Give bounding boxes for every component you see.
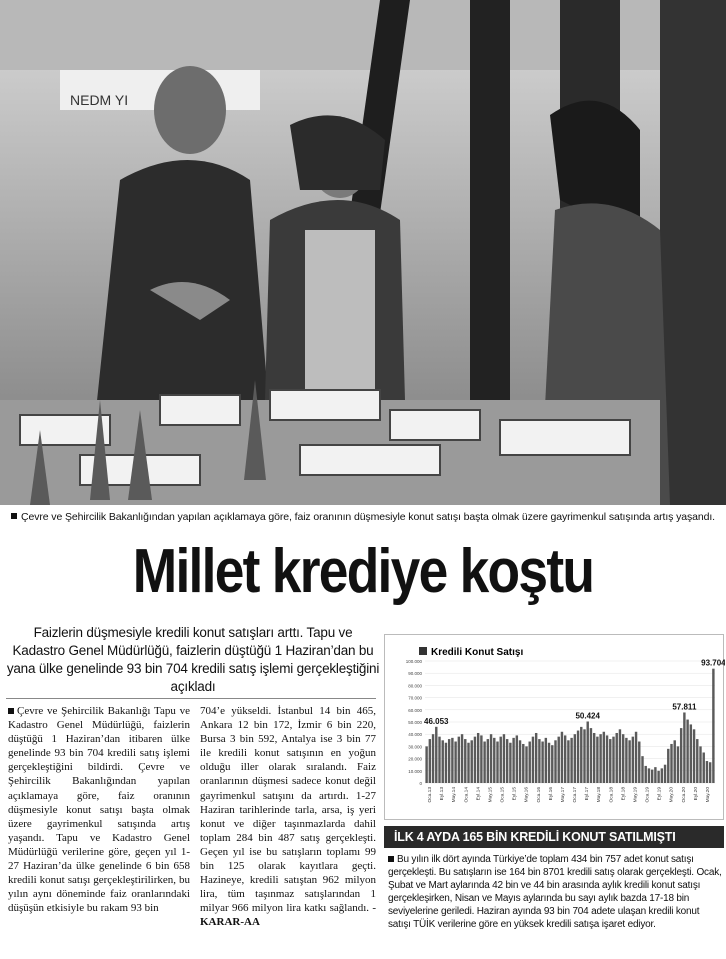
bar: [635, 732, 637, 783]
bar: [532, 737, 534, 783]
chart-title: Kredili Konut Satışı: [431, 647, 524, 658]
bar: [425, 746, 427, 783]
bar: [438, 737, 440, 783]
chart-svg: [385, 635, 725, 821]
bar: [677, 746, 679, 783]
bar: [503, 734, 505, 783]
x-tick-label: Eyl.16: [548, 787, 554, 801]
x-tick-label: May.14: [452, 787, 458, 803]
data-label: 57.811: [672, 702, 697, 712]
bar: [567, 740, 569, 783]
bar: [625, 738, 627, 783]
byline: KARAR-AA: [200, 916, 260, 929]
bar: [670, 744, 672, 783]
bar: [577, 731, 579, 783]
x-tick-label: Oca.20: [681, 787, 687, 803]
bar: [648, 768, 650, 783]
bar: [535, 733, 537, 783]
bar: [480, 735, 482, 783]
bar: [628, 740, 630, 783]
bar: [445, 743, 447, 783]
bar: [467, 743, 469, 783]
bar: [506, 739, 508, 783]
x-tick-label: May.20: [705, 787, 711, 803]
y-tick-label: 20.000: [408, 756, 422, 762]
bar: [548, 743, 550, 783]
x-tick-label: May.18: [597, 787, 603, 803]
bar: [461, 734, 463, 783]
photo-caption: [0, 507, 726, 529]
bar: [474, 737, 476, 783]
y-tick-label: 50.000: [408, 720, 422, 725]
y-tick-label: 0: [419, 781, 422, 786]
headline: Millet krediye koştu: [132, 537, 594, 606]
bar: [541, 742, 543, 783]
bar: [564, 735, 566, 783]
bar: [522, 744, 524, 783]
x-tick-label: May.19: [633, 787, 639, 803]
bar: [667, 749, 669, 783]
bar: [493, 738, 495, 783]
y-tick-label: 60.000: [408, 707, 422, 713]
x-tick-label: Eyl.19: [657, 787, 663, 801]
bar: [696, 739, 698, 783]
bar: [683, 712, 685, 783]
bar: [454, 742, 456, 783]
bar: [448, 739, 450, 783]
bar: [519, 740, 521, 783]
y-tick-label: 100.000: [405, 659, 422, 664]
bar: [509, 743, 511, 783]
x-tick-label: Oca.16: [536, 787, 542, 803]
bar: [703, 753, 705, 784]
sidebar-text: Bu yılın ilk dört ayında Türkiye’de toplam 434 bin 757 adet konut satışı gerçekleşti. Bu satışların ise 164 bin 8701 kredili satış olarak gerçekleşti. Ocak, Şubat ve Mart aylarında 42 bin ve 44 bin arasında aylık kredili konut satışı gerçekleşirken, Nisan ve Mayıs aylarında bu sayı aylık bazda 17-18 bin seviyelerine geriledi. Haziran ayında 93 bin 704 adete ulaşan kredili konut satışı TÜİK verilerine göre en yüksek kredili satışa işaret ediyor.: [388, 854, 722, 930]
bar: [525, 746, 527, 783]
y-tick-label: 40.000: [408, 732, 422, 738]
bar: [609, 739, 611, 783]
bar: [674, 740, 676, 783]
x-tick-label: Eyl.15: [512, 787, 518, 801]
bar: [606, 735, 608, 783]
bar: [699, 746, 701, 783]
bar: [645, 766, 647, 783]
bar: [706, 761, 708, 783]
bar: [619, 729, 621, 783]
data-label: 93.704: [701, 658, 725, 668]
bar: [538, 739, 540, 783]
bar: [435, 727, 437, 783]
bar: [612, 737, 614, 783]
bar: [641, 756, 643, 783]
bar: [483, 742, 485, 783]
x-tick-label: May.17: [560, 787, 566, 803]
bar: [554, 740, 556, 783]
bar: [432, 734, 434, 783]
y-tick-label: 80.000: [408, 683, 422, 689]
divider: [6, 698, 376, 699]
bullet-square-icon: [11, 513, 17, 519]
bullet-square-icon: [8, 708, 14, 714]
x-tick-label: Oca.13: [428, 787, 434, 803]
bar: [603, 732, 605, 783]
bar: [516, 735, 518, 783]
bar: [545, 738, 547, 783]
bar: [429, 739, 431, 783]
bar: [664, 765, 666, 783]
x-tick-label: May.20: [669, 787, 675, 803]
x-tick-label: Oca.18: [609, 787, 615, 803]
bar: [638, 742, 640, 783]
bar: [574, 734, 576, 783]
bar: [593, 733, 595, 783]
y-tick-label: 10.000: [408, 768, 422, 774]
bar: [512, 738, 514, 783]
body-column-2: 704’e yükseldi. İstanbul 14 bin 465, Ankara 12 bin 172, İzmir 6 bin 220, Bursa 3 bin 592, Antalya ise 3 bin 77 ile kredili konut satışının en yoğun olduğu iller olarak sıralandı. Faiz oranlarının düşmesi sadece konut değil gayrimenkul satışını da artırdı. 1-27 Haziran tarihlerinde tarla, arsa, iş yeri konut ve diğer taşınmazlarda dahil toplam 284 bin 487 satış gerçekleşti. Geçen yıl ise bu satışların toplamı 99 bin 125 olarak kayıtlara geçti. Hazineye, kredili satıştan 962 milyon lira, tüm taşınmaz satışlarından 1 milyar 966 milyon lira katkı sağlandı. -KARAR-AA: [200, 705, 376, 929]
bar: [500, 737, 502, 783]
bar: [464, 739, 466, 783]
y-tick-label: 30.000: [408, 744, 422, 750]
body-text-1: Çevre ve Şehircilik Bakanlığı Tapu ve Kadastro Genel Müdürlüğü, faizlerin düştüğü 1 Haziran’dan itibaren ülke genelinde 93 bin 704 kredili satış işlemi gerçekleştiğini bildirdi. Çevre ve Şehircilik Bakanlığından yapılan açıklamaya göre, faiz oranının düşmesiyle konut satışı başta olmak üzere gayrimenkul satışında artış yaşandı. Tapu ve Kadastro Genel Müdürlüğü verilerine göre, geçen yıl 1-27 Haziran’da ülke genelinde 6 bin 658 kredili konut satışı gerçekleştirilirken, bu yılın aynı döneminde faiz oranlarındaki düşüşün etkisiyle bu rakam 93 bin: [8, 705, 190, 915]
legend-swatch: [419, 647, 427, 655]
bar: [587, 721, 589, 783]
x-tick-label: May.16: [524, 787, 530, 803]
bar: [651, 770, 653, 783]
bar: [490, 734, 492, 783]
x-tick-label: Oca.19: [645, 787, 651, 803]
bullet-square-icon: [388, 856, 394, 862]
bar: [654, 767, 656, 783]
bar: [616, 733, 618, 783]
caption-text: Çevre ve Şehircilik Bakanlığından yapılan açıklamaya göre, faiz oranının düşmesiyle konut satışı başta olmak üzere gayrimenkul satışında artış yaşandı.: [20, 511, 715, 523]
bar: [690, 724, 692, 783]
section-subhead: İLK 4 AYDA 165 BİN KREDİLİ KONUT SATILMIŞTI: [384, 826, 724, 848]
bar: [657, 771, 659, 783]
bar: [442, 740, 444, 783]
bar: [693, 729, 695, 783]
x-tick-label: Eyl.13: [440, 787, 446, 801]
bar: [712, 669, 714, 783]
bar: [709, 762, 711, 783]
bar: [477, 733, 479, 783]
body-text-2: 704’e yükseldi. İstanbul 14 bin 465, Ankara 12 bin 172, İzmir 6 bin 220, Bursa 3 bin 592, Antalya ise 3 bin 77 ile kredili konut satışının en yoğun olduğu iller olarak sıralandı. Faiz oranlarının düşmesi sadece konut değil gayrimenkul satışını da artırdı. 1-27 Haziran tarihlerinde tarla, arsa, iş yeri konut ve diğer taşınmazlarda dahil toplam 284 bin 487 satış gerçekleşti. Geçen yıl ise bu satışların toplamı 99 bin 125 olarak kayıtlara geçti. Hazineye, kredili satıştan 962 milyon lira, tüm taşınmaz satışlarından 1 milyar 966 milyon lira katkı sağlandı.: [200, 705, 376, 915]
bar: [451, 738, 453, 783]
bar: [551, 745, 553, 783]
sidebar-paragraph: [388, 853, 722, 931]
bar: [632, 737, 634, 783]
bar: [622, 734, 624, 783]
x-tick-label: Oca.15: [500, 787, 506, 803]
data-label: 50.424: [575, 711, 600, 721]
bar: [583, 729, 585, 783]
body-column-1: [8, 704, 190, 944]
bar: [661, 768, 663, 783]
credit-housing-sales-chart: [384, 634, 724, 820]
x-tick-label: Oca.14: [464, 787, 470, 803]
bar: [487, 739, 489, 783]
y-tick-label: 90.000: [408, 671, 422, 677]
bar: [458, 737, 460, 783]
x-tick-label: May.15: [488, 787, 494, 803]
svg-text:NEDM YI: NEDM YI: [70, 92, 129, 108]
bar: [596, 737, 598, 783]
y-tick-label: 70.000: [408, 695, 422, 701]
bar: [529, 742, 531, 783]
data-label: 46.053: [424, 716, 449, 726]
bar: [471, 740, 473, 783]
bar: [599, 734, 601, 783]
bar: [686, 720, 688, 783]
bar: [680, 728, 682, 783]
bar: [558, 737, 560, 783]
lead-paragraph: Faizlerin düşmesiyle kredili konut satışları arttı. Tapu ve Kadastro Genel Müdürlüğü, faizlerin düştüğü 1 Haziran’dan bu yana ülke genelinde 93 bin 704 kredili satış işlemi gerçekleştiğini açıkladı: [6, 625, 380, 694]
bar: [570, 738, 572, 783]
bar: [590, 728, 592, 783]
x-tick-label: Oca.17: [573, 787, 579, 803]
bar: [580, 727, 582, 783]
x-tick-label: Eyl.14: [476, 787, 482, 801]
x-tick-label: Eyl.20: [693, 787, 699, 801]
bar: [496, 742, 498, 783]
bar: [561, 732, 563, 783]
x-tick-label: Eyl.18: [621, 787, 627, 801]
x-tick-label: Eyl.17: [585, 787, 591, 801]
